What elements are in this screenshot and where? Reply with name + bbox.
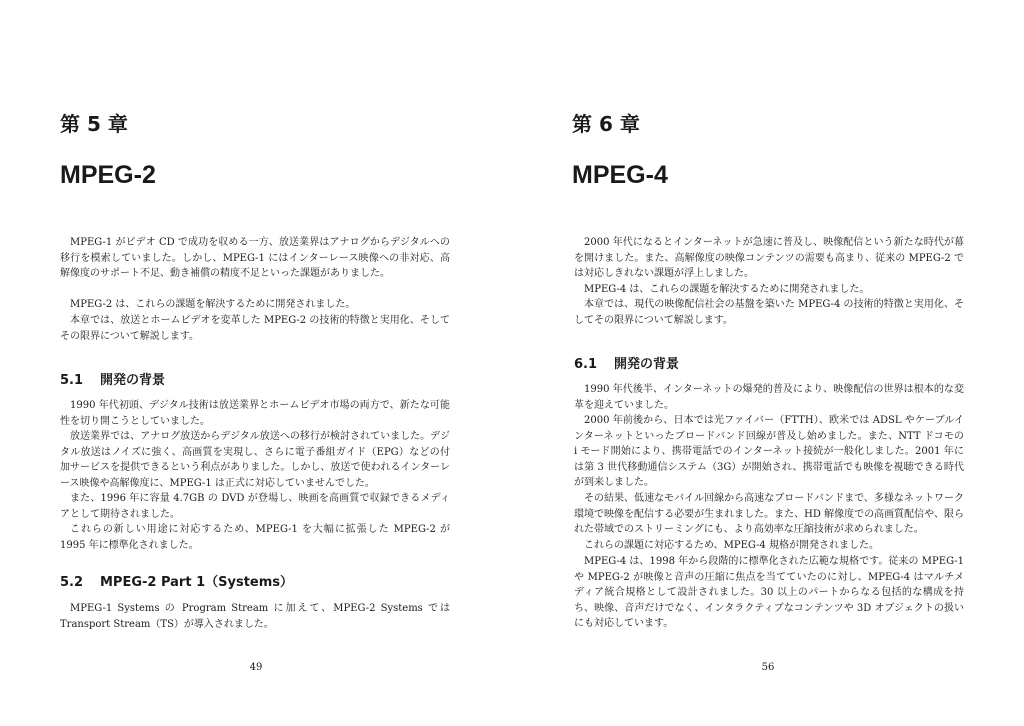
- section-title: 開発の背景: [100, 373, 166, 388]
- intro-paragraph: MPEG-4 は、これらの課題を解決するために開発されました。: [584, 284, 870, 295]
- intro-paragraph: MPEG-2 は、これらの課題を解決するために開発されました。: [70, 299, 356, 310]
- section-number: 6.1: [574, 357, 598, 372]
- page-number: 56: [761, 662, 775, 673]
- intro-paragraph: 本章では、現代の映像配信社会の基盤を築いた MPEG-4 の技術的特徴と実用化、そしてその限界について解説します。: [574, 299, 964, 326]
- body-paragraph: MPEG-1 Systems の Program Stream に加えて、MPEG-2 Systems では Transport Stream（TS）が導入されました。: [60, 603, 450, 630]
- intro-paragraph: MPEG-1 がビデオ CD で成功を収める一方、放送業界はアナログからデジタルへの移行を模索していました。しかし、MPEG-1 にはインターレース映像への非対応、高解像度のサポート不足、動き補償の精度不足といった課題がありました。: [60, 237, 450, 279]
- page-number: 49: [249, 662, 263, 673]
- chapter-label: 第 6 章: [572, 112, 640, 136]
- body-paragraph: 2000 年前後から、日本では光ファイバー（FTTH）、欧米では ADSL やケーブルインターネットといったブロードバンド回線が普及し始めました。また、NTT ドコモの i モード開始により、携帯電話でのインターネット接続が一般化しました。2001 年には第 3 世代移動通信システム（3G）が開始され、携帯電話でも映像を視聴できる時代が到来しました。: [574, 415, 964, 488]
- section-heading: [60, 574, 293, 592]
- section-title: 開発の背景: [614, 357, 680, 372]
- intro-paragraph: 本章では、放送とホームビデオを変革した MPEG-2 の技術的特徴と実用化、そしてその限界について解説します。: [60, 315, 450, 342]
- chapter-label: 第 5 章: [60, 112, 128, 136]
- body-paragraph: 放送業界では、アナログ放送からデジタル放送への移行が検討されていました。デジタル放送はノイズに強く、高画質を実現し、さらに電子番組ガイド（EPG）などの付加サービスを提供できるという利点がありました。しかし、放送で使われるインターレース映像や高解像度に、MPEG-1 は正式に対応していませんでした。: [60, 431, 450, 489]
- body-paragraph: これらの課題に対応するため、MPEG-4 規格が開発されました。: [584, 540, 879, 551]
- body-paragraph: MPEG-4 は、1998 年から段階的に標準化された広範な規格です。従来の MPEG-1 や MPEG-2 が映像と音声の圧縮に焦点を当てていたのに対し、MPEG-4 はマルチメディア統合規格として設計されました。30 以上のパートからなる包括的な構成を持ち、映像、音声だけでなく、インタラクティブなコンテンツや 3D オブジェクトの扱いにも対応しています。: [574, 556, 964, 629]
- body-paragraph: また、1996 年に容量 4.7GB の DVD が登場し、映画を高画質で収録できるメディアとして期待されました。: [60, 493, 450, 520]
- body-paragraph: これらの新しい用途に対応するため、MPEG-1 を大幅に拡張した MPEG-2 が 1995 年に標準化されました。: [60, 524, 450, 551]
- body-paragraph: その結果、低速なモバイル回線から高速なブロードバンドまで、多様なネットワーク環境で映像を配信する必要が生まれました。また、HD 解像度での高画質配信や、限られた帯域でのストリーミングにも、より高効率な圧縮技術が求められました。: [574, 493, 964, 535]
- section-heading: [574, 356, 679, 374]
- section-number: 5.1: [60, 373, 84, 388]
- chapter-title: MPEG-2: [60, 161, 156, 189]
- section-heading: [60, 372, 165, 390]
- body-paragraph: 1990 年代初頭、デジタル技術は放送業界とホームビデオ市場の両方で、新たな可能性を切り開こうとしていました。: [60, 400, 450, 427]
- body-paragraph: 1990 年代後半、インターネットの爆発的普及により、映像配信の世界は根本的な変革を迎えていました。: [574, 384, 964, 411]
- chapter-title: MPEG-4: [572, 161, 668, 189]
- right-page: [512, 0, 1024, 726]
- section-title: MPEG-2 Part 1（Systems）: [100, 575, 294, 590]
- intro-paragraph: 2000 年代になるとインターネットが急速に普及し、映像配信という新たな時代が幕を開けました。また、高解像度の映像コンテンツの需要も高まり、従来の MPEG-2 では対応しきれない課題が浮上しました。: [574, 237, 964, 279]
- section-number: 5.2: [60, 575, 84, 590]
